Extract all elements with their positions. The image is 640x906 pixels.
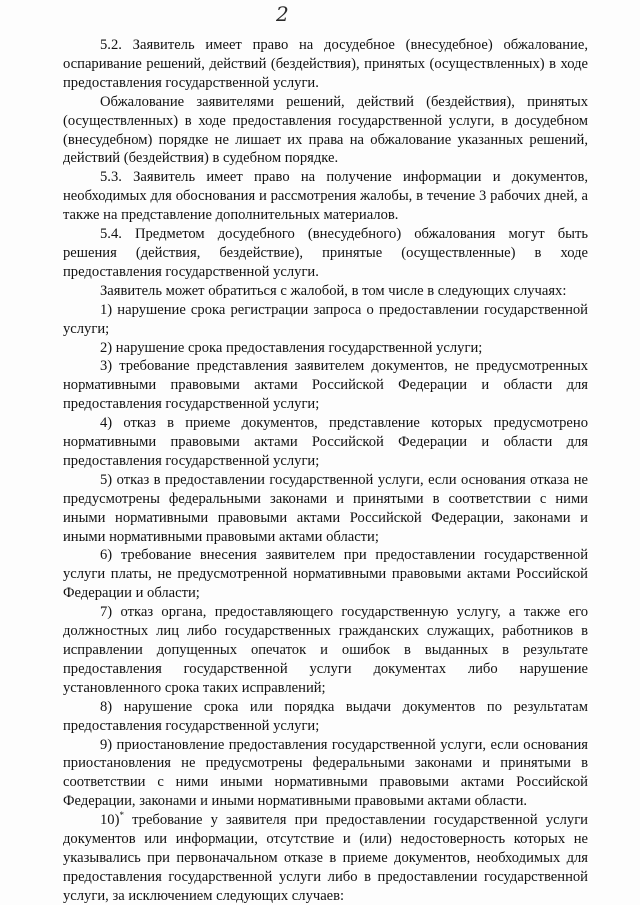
list-item-7: 7) отказ органа, предоставляющего государственную услугу, а также его должностных лиц либо государственных гражданских служащих, работников в исправлении допущенных опечаток и ошибок в выданных в результате предоставления государственной услуги документах либо нарушение установленного срока таких исправлений; xyxy=(63,604,588,696)
list-item-6: 6) требование внесения заявителем при предоставлении государственной услуги платы, не предусмотренной нормативными правовыми актами Российской Федерации и области; xyxy=(63,547,588,602)
list-item-3: 3) требование представления заявителем документов, не предусмотренных нормативными правовыми актами Российской Федерации и области для предоставления государственной услуги; xyxy=(63,358,588,413)
list-item-8: 8) нарушение срока или порядка выдачи документов по результатам предоставления государственной услуги; xyxy=(63,698,588,734)
paragraph-5-4: 5.4. Предметом досудебного (внесудебного) обжалования могут быть решения (действия, бездействие), принятые (осуществленные) в ходе предоставления государственной услуги. xyxy=(63,226,588,280)
document-body xyxy=(63,36,588,906)
list-item-1: 1) нарушение срока регистрации запроса о предоставлении государственной услуги; xyxy=(63,301,588,337)
list-item-5: 5) отказ в предоставлении государственной услуги, если основания отказа не предусмотрены федеральными законами и принятыми в соответствии с ними иными нормативными правовыми актами Российской Федерации, законами и иными нормативными правовыми актами области; xyxy=(63,471,588,545)
list-item-9: 9) приостановление предоставления государственной услуги, если основания приостановления не предусмотрены федеральными законами и принятыми в соответствии с ними иными нормативными правовыми актами Российской Федерации, законами и иными нормативными правовыми актами области. xyxy=(63,736,588,810)
asterisk-mark: * xyxy=(119,810,124,821)
list-item-10-text: требование у заявителя при предоставлении государственной услуги документов или информации, отсутствие и (или) недостоверность которых не указывались при первоначальном отказе в приеме документов, необходимых для предоставления государственной услуги либо в предоставлении государственной услуги, за исключением следующих случаев: xyxy=(63,812,588,904)
page-number: 2 xyxy=(276,2,289,26)
paragraph-5-2: 5.2. Заявитель имеет право на досудебное (внесудебное) обжалование, оспаривание решений, действий (бездействия), принятых (осуществленных) в ходе предоставления государственной услуги. xyxy=(63,37,588,91)
paragraph-cases-intro: Заявитель может обратиться с жалобой, в том числе в следующих случаях: xyxy=(100,282,567,299)
list-item-10-number: 10) xyxy=(100,812,120,829)
list-item-10 xyxy=(63,811,588,906)
paragraph-5-3: 5.3. Заявитель имеет право на получение информации и документов, необходимых для обоснования и рассмотрения жалобы, в течение 3 рабочих дней, а также на представление дополнительных материалов. xyxy=(63,169,588,224)
list-item-4: 4) отказ в приеме документов, представление которых предусмотрено нормативными правовыми актами Российской Федерации и области для предоставления государственной услуги; xyxy=(63,415,588,469)
paragraph-appeal-note: Обжалование заявителями решений, действий (бездействия), принятых (осуществленных) в ходе предоставления государственной услуги, в досудебном (внесудебном) порядке не лишает их права на обжалование указанных решений, действий (бездействия) в судебном порядке. xyxy=(63,93,588,167)
list-item-2: 2) нарушение срока предоставления государственной услуги; xyxy=(100,339,483,356)
